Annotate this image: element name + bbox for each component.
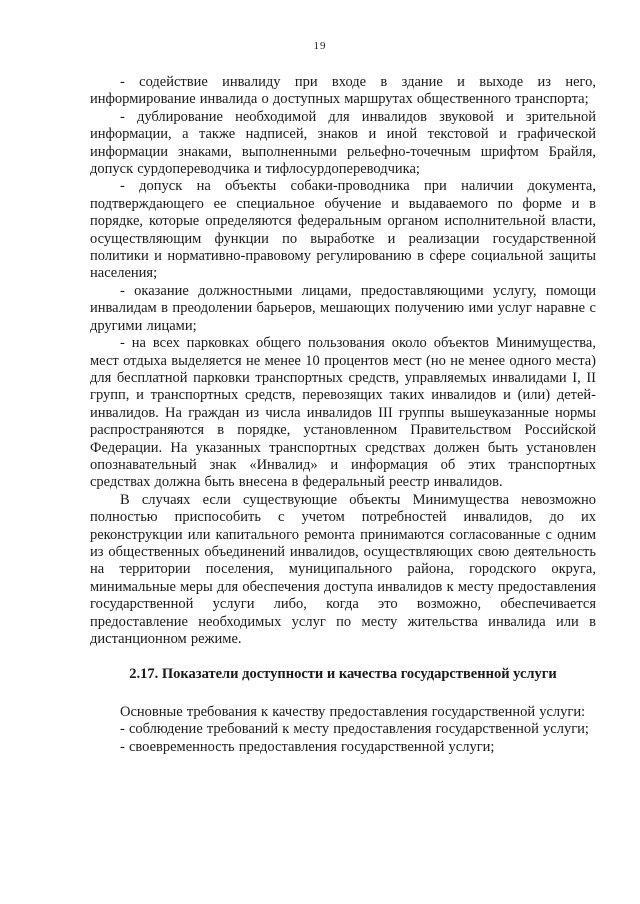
paragraph-duplication-info: - дублирование необходимой для инвалидов звуковой и зрительной информации, а также надписей, знаков и иной текстовой и графической информации знаками, выполненными рельефно-точечным шрифтом Брайля, допуск сурдопереводчика и тифлосурдопереводчика; xyxy=(90,108,596,178)
paragraph-guide-dog: - допуск на объекты собаки-проводника при наличии документа, подтверждающего ее специальное обучение и выдаваемого по форме и в порядке, которые определяются федеральным органом исполнительной власти, осуществляющим функции по выработке и реализации государственной политики и нормативно-правовому регулированию в сфере социальной защиты населения; xyxy=(90,178,596,282)
paragraph-timeliness: - своевременность предоставления государственной услуги; xyxy=(120,738,495,755)
paragraph-existing-objects: В случаях если существующие объекты Минимущества невозможно полностью приспособить с учетом потребностей инвалидов, до их реконструкции или капитального ремонта принимаются согласованные с одним из общественных объединений инвалидов, осуществляющих свою деятельность на территории поселения, муниципального района, городского округа, минимальные меры для обеспечения доступа инвалидов к месту предоставления государственной услуги либо, когда это возможно, обеспечивается предоставление необходимых услуг по месту жительства инвалида или в дистанционном режиме. xyxy=(90,491,596,647)
paragraph-quality-requirements: Основные требования к качеству предоставления государственной услуги: xyxy=(120,703,586,720)
page-number: 19 xyxy=(313,40,327,52)
paragraph-assistance-entry: - содействие инвалиду при входе в здание и выходе из него, информирование инвалида о доступных маршрутах общественного транспорта; xyxy=(90,74,596,108)
paragraph-place-requirements: - соблюдение требований к месту предоставления государственной услуги; xyxy=(120,721,589,738)
paragraph-officials-help: - оказание должностными лицами, предоставляющими услугу, помощи инвалидам в преодолении барьеров, мешающих получению ими услуг наравне с другими лицами; xyxy=(90,282,596,334)
section-heading: 2.17. Показатели доступности и качества государственной услуги xyxy=(129,666,557,683)
paragraph-parking: - на всех парковках общего пользования около объектов Минимущества, мест отдыха выделяется не менее 10 процентов мест (но не менее одного места) для бесплатной парковки транспортных средств, управляемых инвалидами I, II групп, и транспортных средств, перевозящих таких инвалидов и (или) детей-инвалидов. На граждан из числа инвалидов III группы вышеуказанные нормы распространяются в порядке, установленном Правительством Российской Федерации. На указанных транспортных средствах должен быть установлен опознавательный знак «Инвалид» и информация об этих транспортных средствах должна быть внесена в федеральный реестр инвалидов. xyxy=(90,335,596,491)
document-body xyxy=(90,74,596,756)
